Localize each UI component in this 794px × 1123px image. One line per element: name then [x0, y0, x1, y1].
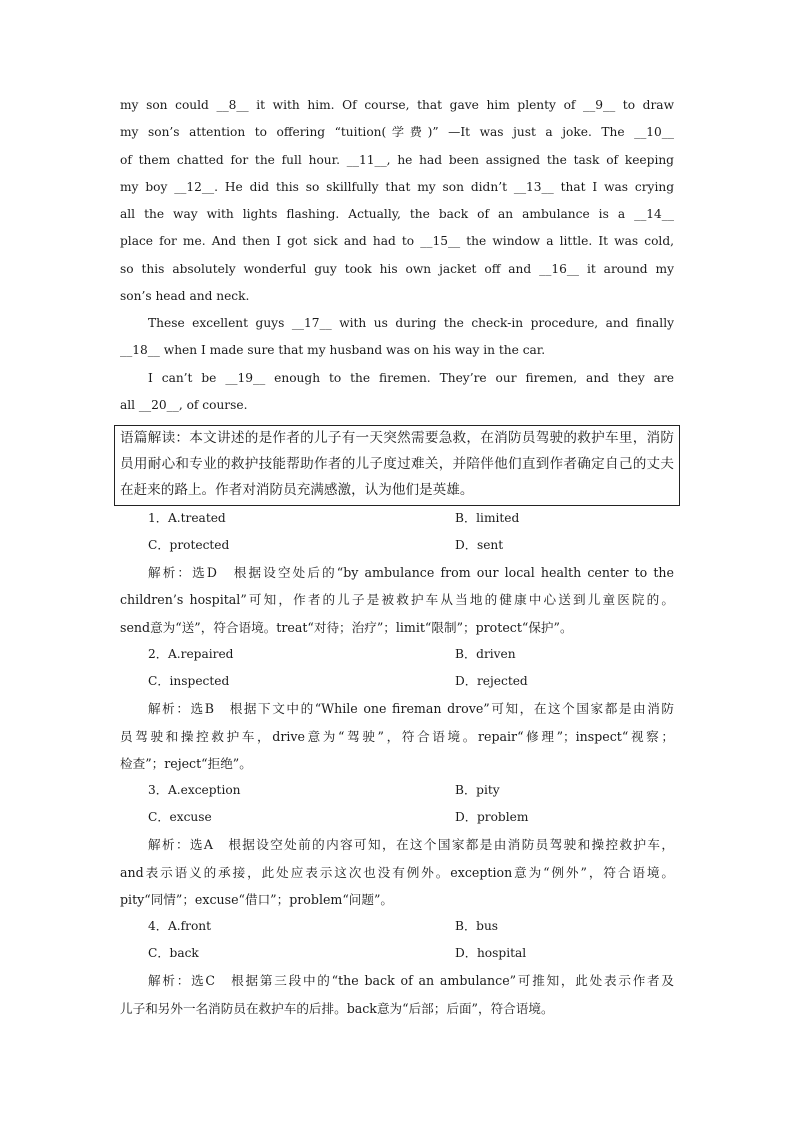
option-b: B．bus	[455, 919, 499, 933]
summary-line: 在赶来的路上。作者对消防员充满感激，认为他们是英雄。	[120, 482, 474, 498]
analysis-line: 检查”；reject“拒绝”。	[120, 756, 252, 771]
passage-line: of them chatted for the full hour. __11__, he had been assigned the task of keeping	[120, 153, 674, 167]
option-b: B．pity	[455, 783, 500, 797]
analysis-line: children’s hospital”可知，作者的儿子是被救护车从当地的健康中心送到儿童医院的。	[120, 592, 674, 607]
option-a: 1．A.treated	[148, 511, 226, 525]
passage-line: my son’s attention to offering “tuition(学费)” —It was just a joke. The __10__	[120, 125, 674, 139]
option-a: 2．A.repaired	[148, 647, 234, 661]
analysis-line: 员驾驶和操控救护车，drive意为“驾驶”，符合语境。repair“修理”；inspect“视察；	[120, 729, 674, 744]
option-d: D．rejected	[455, 674, 528, 688]
option-b: B．limited	[455, 511, 520, 525]
analysis-line: 解析：选C 根据第三段中的“the back of an ambulance”可推知，此处表示作者及	[148, 973, 674, 988]
analysis-line: 解析：选D 根据设空处后的“by ambulance from our local health center to the	[148, 565, 674, 580]
passage-line: son’s head and neck.	[120, 289, 250, 303]
analysis-line: and表示语义的承接，此处应表示这次也没有例外。exception意为“例外”，符合语境。	[120, 865, 674, 880]
option-d: D．sent	[455, 538, 504, 552]
passage-line: I can’t be __19__ enough to the firemen. They’re our firemen, and they are	[148, 371, 674, 385]
option-d: D．hospital	[455, 946, 527, 960]
passage-line: __18__ when I made sure that my husband was on his way in the car.	[120, 343, 546, 357]
option-a: 4．A.front	[148, 919, 212, 933]
option-d: D．problem	[455, 810, 529, 824]
summary-line: 员用耐心和专业的救护技能帮助作者的儿子度过难关，并陪伴他们直到作者确定自己的丈夫	[120, 456, 674, 472]
passage-line: all the way with lights flashing. Actually, the back of an ambulance is a __14__	[120, 207, 674, 221]
summary-line: 语篇解读：本文讲述的是作者的儿子有一天突然需要急救，在消防员驾驶的救护车里，消防	[120, 430, 674, 446]
option-a: 3．A.exception	[148, 783, 241, 797]
passage-line: so this absolutely wonderful guy took his own jacket off and __16__ it around my	[120, 262, 674, 276]
option-c: C．back	[148, 946, 199, 960]
analysis-line: send意为“送”，符合语境。treat“对待；治疗”；limit“限制”；protect“保护”。	[120, 620, 573, 635]
analysis-line: pity“同情”；excuse“借口”；problem“问题”。	[120, 892, 394, 907]
option-c: C．excuse	[148, 810, 212, 824]
passage-line: These excellent guys __17__ with us during the check-in procedure, and finally	[148, 316, 674, 330]
option-c: C．protected	[148, 538, 230, 552]
passage-line: place for me. And then I got sick and had to __15__ the window a little. It was cold,	[120, 234, 674, 248]
passage-line: my boy __12__. He did this so skillfully that my son didn’t __13__ that I was crying	[120, 180, 674, 194]
passage-line: my son could __8__ it with him. Of course, that gave him plenty of __9__ to draw	[120, 98, 674, 112]
analysis-line: 解析：选A 根据设空处前的内容可知，在这个国家都是由消防员驾驶和操控救护车，	[148, 837, 674, 852]
analysis-line: 解析：选B 根据下文中的“While one fireman drove”可知，在这个国家都是由消防	[148, 701, 674, 716]
option-c: C．inspected	[148, 674, 230, 688]
passage-line: all __20__, of course.	[120, 398, 248, 412]
option-b: B．driven	[455, 647, 516, 661]
analysis-line: 儿子和另外一名消防员在救护车的后排。back意为“后部；后面”，符合语境。	[120, 1001, 554, 1016]
